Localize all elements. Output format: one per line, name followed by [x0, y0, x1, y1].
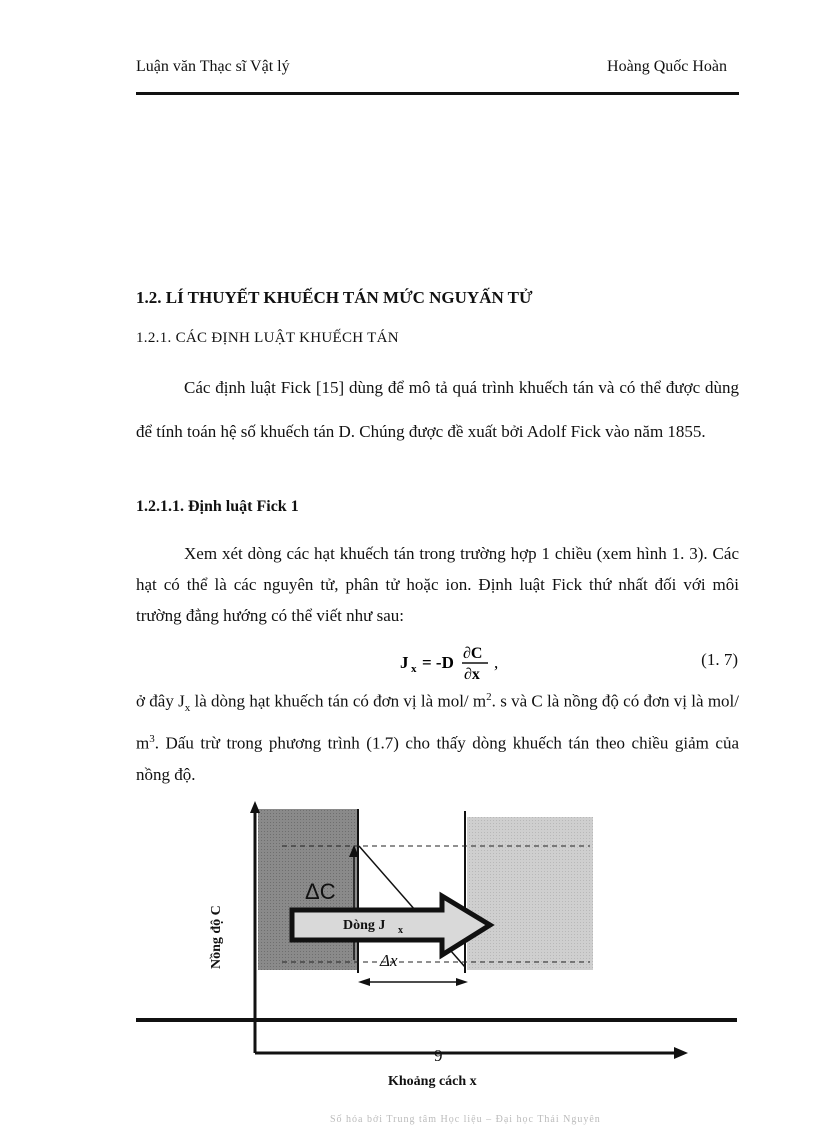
eq-operator: = -D [422, 653, 454, 672]
delta-c-label: ΔC [305, 879, 336, 904]
x-axis-label: Khoảng cách x [388, 1074, 477, 1089]
x-axis-arrowhead [674, 1047, 688, 1059]
paragraph-fick-1-text: Xem xét dòng các hạt khuếch tán trong trường hợp 1 chiều (xem hình 1. 3). Các hạt có thể là các nguyên tử, phân tử hoặc ion. Định luật Fick thứ nhất đối với môi trường đẳng hướng có thể viết như sau: [136, 544, 739, 625]
header-right: Hoàng Quốc Hoàn [607, 58, 727, 75]
eq-numerator: ∂C [463, 645, 483, 662]
header-left: Luận văn Thạc sĩ Vật lý [136, 58, 290, 75]
equation-number: (1. 7) [701, 650, 738, 669]
flux-label-sub: x [398, 925, 403, 936]
delta-x-label: Δx [380, 951, 398, 970]
paragraph-intro-text: Các định luật Fick [15] dùng để mô tả quá trình khuếch tán và có thể được dùng để tính toán hệ số khuếch tán D. Chúng được đề xuất bởi Adolf Fick vào năm 1855. [136, 378, 739, 441]
flux-label: Dòng J [343, 918, 386, 933]
eq-lhs-sub: x [411, 663, 417, 675]
paragraph-explanation: ở đây $J_x$ là dòng hạt khuếch tán có đơn vị là mol/ $m^2$. s và C là nồng độ có đơn vị là mol/ $m^3$. Dấu trừ trong phương trình (1.7) cho thấy dòng khuếch tán theo chiều giảm của nồng độ. [136, 691, 739, 784]
header-rule [136, 92, 739, 95]
subsection-title: 1.2.1. CÁC ĐỊNH LUẬT KHUẾCH TÁN [136, 330, 399, 346]
y-axis-label: Nồng độ C [209, 905, 224, 969]
delta-x-arrow-left [358, 978, 370, 986]
diffusion-figure [0, 795, 816, 1095]
footer-rule [136, 1018, 737, 1022]
paragraph-fick-1 [136, 538, 739, 631]
low-concentration-region [467, 817, 593, 970]
heading-fick-1: 1.2.1.1. Định luật Fick 1 [136, 498, 299, 515]
section-title: 1.2. LÍ THUYẾT KHUẾCH TÁN MỨC NGUYẤN TỬ [136, 288, 533, 307]
paragraph-intro [136, 366, 739, 454]
footer-watermark-text: Số hóa bởi Trung tâm Học liệu – Đại học Thái Nguyên [330, 1114, 601, 1125]
y-axis-arrowhead [250, 801, 260, 813]
fick-equation [400, 642, 540, 682]
eq-comma: , [494, 653, 499, 672]
page-number: 9 [434, 1046, 443, 1065]
eq-lhs: J [400, 653, 409, 672]
delta-x-arrow-right [456, 978, 468, 986]
eq-denominator: ∂x [464, 666, 480, 682]
